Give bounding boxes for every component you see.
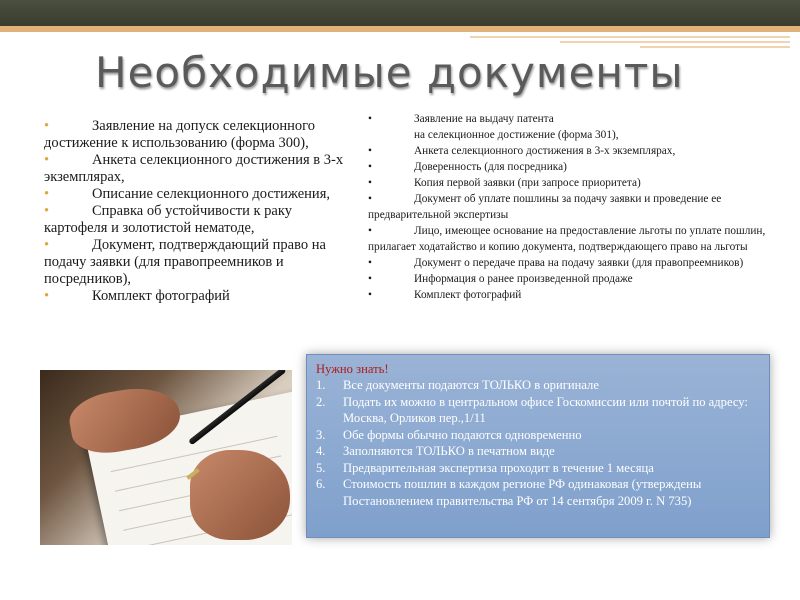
info-item: 6. Стоимость пошлин в каждом регионе РФ одинаковая (утверждены Постановлением правительства РФ от 14 сентября 2009 г. N 735) — [316, 477, 702, 508]
top-accent-bar — [0, 26, 800, 32]
info-item: 2. Подать их можно в центральном офисе Госкомиссии или почтой по адресу: Москва, Орликов пер.,1/11 — [316, 394, 748, 425]
info-item: 4. Заполняются ТОЛЬКО в печатном виде — [316, 444, 555, 458]
list-item: • Комплект фотографий — [368, 289, 522, 301]
list-item: • Информация о ранее произведенной продаже — [368, 273, 633, 285]
list-item: • Документ о передаче права на подачу заявки (для правопреемников) — [368, 257, 744, 269]
hand-writing-image — [40, 370, 292, 545]
info-item: 3. Обе формы обычно подаются одновременно — [316, 427, 582, 442]
bullet: • — [368, 257, 372, 269]
bullet: • — [44, 288, 50, 304]
list-item: • Справка об устойчивости к раку картофеля и золотистой нематоде, — [44, 203, 292, 236]
bullet: • — [44, 152, 50, 168]
right-documents-list — [368, 111, 793, 303]
page-title: Необходимые документы — [95, 48, 684, 97]
left-documents-list — [44, 118, 344, 305]
list-item: • Документ об уплате пошлины за подачу заявки и проведение ее предварительной экспертизы — [368, 193, 722, 221]
bullet: • — [368, 145, 372, 157]
bullet: • — [368, 177, 372, 189]
bullet: • — [44, 118, 50, 134]
info-heading: Нужно знать! — [316, 362, 389, 376]
list-item-continuation: на селекционное достижение (форма 301), — [414, 129, 619, 141]
right-hand — [190, 450, 290, 540]
bullet: • — [368, 161, 372, 173]
list-item: • Документ, подтверждающий право на подачу заявки (для правопреемников и посредников), — [44, 237, 326, 287]
bullet: • — [44, 237, 50, 253]
decor-stripe — [470, 36, 790, 38]
list-item: • Комплект фотографий — [44, 288, 230, 304]
list-item: • Лицо, имеющее основание на предоставление льготы по уплате пошлин, прилагает ходатайство и копию документа, подтверждающего право на льготы — [368, 225, 766, 253]
info-item: 5. Предварительная экспертиза проходит в течение 1 месяца — [316, 460, 654, 475]
bullet: • — [44, 203, 50, 219]
list-item: • Заявление на допуск селекционного достижение к использованию (форма 300), — [44, 118, 315, 151]
info-list — [316, 377, 762, 509]
bullet: • — [368, 113, 372, 125]
bullet: • — [368, 225, 372, 237]
decor-stripe — [560, 41, 790, 43]
info-box — [306, 354, 770, 538]
info-item: 1. Все документы подаются ТОЛЬКО в оригинале — [316, 378, 599, 392]
bullet: • — [368, 193, 372, 205]
top-bar — [0, 0, 800, 26]
list-item: • Описание селекционного достижения, — [44, 186, 330, 202]
bullet: • — [44, 186, 50, 202]
list-item: • Заявление на выдачу патента — [368, 113, 554, 125]
list-item: • Копия первой заявки (при запросе приоритета) — [368, 177, 641, 189]
bullet: • — [368, 289, 372, 301]
list-item: • Доверенность (для посредника) — [368, 161, 567, 173]
list-item: • Анкета селекционного достижения в 3-х экземплярах, — [368, 145, 676, 157]
bullet: • — [368, 273, 372, 285]
list-item: • Анкета селекционного достижения в 3-х экземплярах, — [44, 152, 344, 185]
